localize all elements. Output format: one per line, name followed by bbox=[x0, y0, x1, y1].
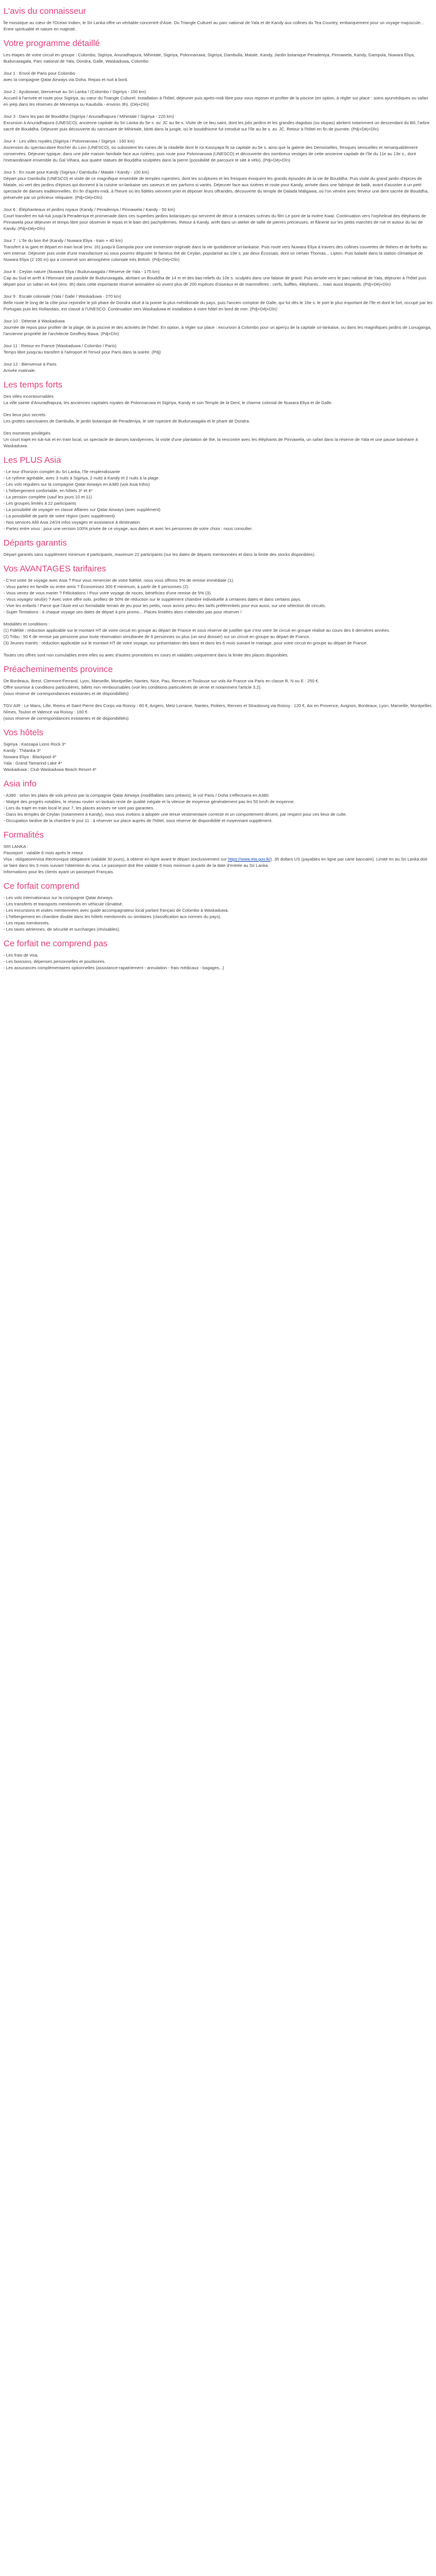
text-line: Ascension du spectaculaire Rocher du Lion (UNESCO), où subsistent les ruines de la citadelle dont le roi Kassyapa fit sa capitale au 5e s. ainsi que la galerie des Demoiselles, fresques sensuelles et remarquablement conservées. Déjeuner typique, dans une jolie maison familiale face aux rizières, puis route pour Polonnaruwa (UNESCO) et découverte des nombreux vestiges de cette ancienne capitale de l'île du 11e au 13e s., dont l'extraordinaire ensemble du Gal Vihara, aux quatre statues de Bouddha sculptées dans la pierre (possibilité de parcourir le site à vélo). (Pdj+Déj+Dîn) bbox=[3, 145, 418, 163]
paragraph bbox=[3, 89, 433, 108]
text-line: Jour 10 : Détente à Waskaduwa bbox=[3, 318, 65, 324]
text-line: Belle route le long de la côte pour rejoindre le joli phare de Dondra situé à la pointe la plus méridionale du pays, puis l'ancien comptoir de Galle, qui fut dès le 16e s. le port le plus important de l'île et dont le fort, occupé par les Portugais puis les Hollandais, est classé à l'UNESCO. Continuation vers Waskaduwa et installation à votre hôtel en bord de mer. (Pdj+Déj+Dîn) bbox=[3, 300, 433, 312]
paragraph bbox=[3, 678, 433, 697]
text-line: Arrivée matinale. bbox=[3, 368, 36, 373]
paragraph bbox=[3, 843, 433, 875]
text-line: (2) Tribu : 50 € de remise par personne pour toute réservation simultanée de 6 personnes ou plus (un seul dossier) sur un circuit en groupe au départ de France. bbox=[3, 634, 311, 639]
text-line: Les grottes-sanctuaires de Dambulla, le jardin botanique de Peradeniya, le site rupestre de Buduruwagala et le phare de Dondra. bbox=[3, 419, 250, 424]
paragraph bbox=[3, 393, 433, 406]
text-line: Nuwara Eliya : Blackpool 4* bbox=[3, 754, 57, 759]
text-line: - Le rythme agréable, avec 3 nuits à Sigiriya, 2 nuits à Kandy et 2 nuits à la plage bbox=[3, 475, 159, 481]
paragraph bbox=[3, 577, 433, 615]
text-line: Informations pour les clients ayant un passeport Français. bbox=[3, 869, 114, 874]
text-line: Départ garantis sans supplément minimum 4 participants, maximum 22 participants (sur les dates de départs mentionnées et dans la limite des stocks disponibles). bbox=[3, 552, 316, 557]
text-line: - Les vols réguliers sur la compagnie Qatar Airways en A380 (voir Asia Infos) bbox=[3, 482, 150, 487]
text-line: - Vive les enfants ! Parce que l'Asie est un formidable terrain de jeu pour les petits, nous avons prévu des tarifs préférentiels pour eux aussi, sur une sélection de circuits. bbox=[3, 603, 326, 608]
text-line: - Nos services Allô Asia 24/24 infos voyages et assistance à destination bbox=[3, 520, 140, 525]
paragraph bbox=[3, 318, 433, 337]
section-formalites bbox=[3, 830, 433, 875]
paragraph bbox=[3, 293, 433, 312]
section-heading: L'avis du connaisseur bbox=[3, 6, 86, 16]
text-line: - L'hébergement en chambre double dans les hôtels mentionnés ou similaires (classification aux normes du pays). bbox=[3, 914, 221, 919]
text-line: - Les repas mentionnés. bbox=[3, 920, 50, 926]
text-line: Jour 9 : Escale coloniale (Yala / Galle / Waskaduwa - 270 km) bbox=[3, 294, 121, 299]
section-heading: Les temps forts bbox=[3, 380, 63, 390]
text-line: - A380 : selon les plans de vols prévus par la compagnie Qatar Airways (modifiables sans préavis), le vol Paris / Doha s'effectuera en A380. bbox=[3, 793, 270, 798]
text-line: Jour 3 : Dans les pas de Bouddha (Sigiriya / Anuradhapura / Mihintale / Sigiriya - 220 km) bbox=[3, 114, 174, 119]
text-line: La ville sainte d'Anuradhapura, les anciennes capitales royales de Polonnaruwa et Sigiriya, Kandy et son Temple de la Dent, le charme colonial de Nuwara Eliya et de Galle. bbox=[3, 400, 333, 405]
text-line: Jour 2 : Ayubowan, bienvenue au Sri Lanka ! (Colombo / Sigiriya - 150 km) bbox=[3, 89, 146, 94]
text-line: - Vous voyagez seul(e) ? Avec votre offre solo, profitez de 50% de réduction sur le supplément chambre individuelle à certaines dates et dans certains pays. bbox=[3, 597, 301, 602]
text-line: Jour 5 : En route pour Kandy (Sigiriya / Dambulla / Matale / Kandy - 100 km) bbox=[3, 170, 150, 175]
text-line: avec la compagnie Qatar Airways via Doha. Repas et nuit à bord. bbox=[3, 77, 128, 82]
paragraph bbox=[3, 469, 433, 532]
text-line: Toutes ces offres sont non cumulables entre elles ou avec d'autres promotions en cours et valables uniquement dans la limite des places disponibles. bbox=[3, 652, 289, 658]
text-line: SRI LANKA : bbox=[3, 844, 28, 849]
paragraph bbox=[3, 169, 433, 201]
text-line: - Occupation tardive de la chambre le jour 11 : à réserver sur place auprès de l'hôtel, sous réserve de disponibilité et moyennant supplément. bbox=[3, 818, 273, 823]
text-line: Temps libre jusqu'au transfert à l'aéroport et l'envol pour Paris dans la soirée. (Pdj) bbox=[3, 350, 161, 355]
section-vos-avantages-tarifaires bbox=[3, 563, 433, 658]
text-line: - Vous venez de vous marier ? Félicitations ! Pour votre voyage de noces, bénéficiez d'une remise de 5% (3). bbox=[3, 590, 212, 596]
paragraph bbox=[3, 952, 433, 971]
text-line: Transfert à la gare et départ en train local (env. 1h) jusqu'à Gampola pour une immersion originale dans la vie quotidienne sri-lankaise. Puis route vers Nuwara Eliya à travers des collines couvertes de théiers et de forêts au vert intense. Déjeuner puis visite d'une manufacture où vous pourrez déguster le fameux thé de Ceylan, popularisé au 19e s. par deux Écossais, dont un certain Thomas... Lipton. Puis balade dans la station climatique de Nuwara Eliya (2 100 m) qui a conservé son atmosphère coloniale très British. (Pdj+Déj+Dîn) bbox=[3, 244, 427, 262]
text-line: Offre soumise à conditions particulières, billets non remboursables (voir les conditions particulières de vente et notamment l'article 3.2). bbox=[3, 685, 262, 690]
text-line: (3) Jeunes mariés : réduction applicable sur le montant HT de votre voyage, sur présentation des bans et dans les 6 mois suivant le mariage, pour votre circuit en groupe au départ de France. bbox=[3, 640, 368, 646]
text-line: - C'est votre 3e voyage avec Asia ? Pour vous remercier de votre fidélité, nous vous offrons 5% de remise immédiate (1). bbox=[3, 578, 235, 583]
paragraph bbox=[3, 412, 433, 424]
section-ce-forfait-ne-comprend-pas bbox=[3, 938, 433, 971]
paragraph bbox=[3, 138, 433, 163]
text-line: (1) Fidélité : réduction applicable sur le montant HT de votre circuit en groupe au départ de France et sous réserve de justifier que c'est votre 3e circuit en groupe réalisé au cours des 6 dernières années. bbox=[3, 628, 391, 633]
text-line: Les étapes de votre circuit en groupe : Colombo, Sigiriya, Anuradhapura, Mihintale, Sigiriya, Polonnaruwa, Sigiriya, Dambulla, Matale, Kandy, Jardin botanique Peradeniya, Pinnawela, Kandy, Gampola, Nuwara Eliya, Buduruwagala, Parc national de Yala, Dondra, Galle, Waskaduwa, Colombo bbox=[3, 52, 415, 64]
section-vos-hotels bbox=[3, 727, 433, 773]
paragraph bbox=[3, 652, 433, 658]
paragraph bbox=[3, 792, 433, 824]
text-line: Jour 12 : Bienvenue à Paris bbox=[3, 362, 57, 367]
text-line: Un court trajet en tuk-tuk et en train local, un spectacle de danses kandyennes, la visite d'une plantation de thé, la rencontre avec les éléphants de Pinnawela, un safari dans la réserve de Yala et une pause balnéaire à Waskaduwa. bbox=[3, 437, 418, 448]
text-line: - La possibilité de voyager en classe Affaires sur Qatar Airways (avec supplément) bbox=[3, 507, 160, 512]
text-line: - La pension complète (sauf les jours 10 et 11) bbox=[3, 494, 92, 500]
text-line: Départ pour Dambulla (UNESCO) et visite de ce magnifique ensemble de temples rupestres, dont les sculptures et les fresques évoquent les grands épisodes de la vie de Bouddha. Puis visite du grand jardin d'épices de Matale, où vert des jardins d'épices qui donnent à la cuisine sri-lankaise ses saveurs et ses parfums si variés. Déjeuner face aux rizières et route pour Kandy, arrivée dans une fabrique de batik, avant d'assister à un petit spectacle de danses traditionnelles. En fin d'après-midi, à l'heure où les fidèles viennent prier et déposer leurs offrandes, découverte du temple de Dalada Maligawa, où l'on vénère avec ferveur une dent sacrée de Bouddha, préservée par un précieux reliquaire. (Pdj+Déj+Dîn) bbox=[3, 176, 429, 200]
text-line: - Dans les temples de Ceylan (notamment à Kandy), nous vous invitons à adopter une tenue vestimentaire correcte et un comportement décent, par respect pour ces lieux de culte. bbox=[3, 812, 347, 817]
text-line: Excursion à Anuradhapura (UNESCO), ancienne capitale du Sri Lanka du 5e s. av. JC au 9e s. Visite de ce lieu saint, dont les jolis jardins et les grandes dagobas (ou stupas) abritent notamment un descendant du Bô, l'arbre sacré de Bouddha. Déjeuner puis découverte du sanctuaire de Mihintale, blotti dans la jungle, où le bouddhisme fut introduit sur l'île au 3e s. av. JC. Retour à l'hôtel en fin de journée. (Pdj+Déj+Dîn) bbox=[3, 120, 430, 132]
paragraph bbox=[3, 20, 433, 32]
section-votre-programme-detaille bbox=[3, 38, 433, 374]
text-line: Sigiriya : Kassapa Lions Rock 3* bbox=[3, 742, 66, 747]
text-line: Court transfert en tuk-tuk jusqu'à Peradeniya et promenade dans ces superbes jardins botaniques qui servirent de décor à certaines scènes du film Le pont de la rivière Kwaï. Continuation vers l'orphelinat des éléphants de Pinnawela pour déjeuner et temps libre pour observer le repas et le bain des pachydermes. Retour à Kandy, arrêt dans un atelier de taille de pierres précieuses, et flânerie sur les petits marchés de rue et autour du lac de Kandy. (Pdj+Déj+Dîn) bbox=[3, 213, 426, 231]
text-line: Accueil à l'arrivée et route pour Sigiriya, au cœur du Triangle Culturel. Installation à l'hôtel, déjeuner puis après-midi libre pour vous reposer et profiter de la piscine (en option, à régler sur place : soins ayurvédiques ou safari en jeep dans les réserves de Minneriya ou Kaudulla - environ 3h). (Déj+Dîn) bbox=[3, 95, 429, 107]
text-line: - Les boissons, dépenses personnelles et pourboires. bbox=[3, 959, 106, 964]
text-line: Jour 1 : Envol de Paris pour Colombo bbox=[3, 71, 75, 76]
section-heading: Vos AVANTAGES tarifaires bbox=[3, 564, 106, 574]
text-line: TGV AIR : Le Mans, Lille, Reims et Saint Pierre des Corps via Roissy : 80 €, Angers, Metz Lorraine, Nantes, Poitiers, Rennes et Strasbourg via Roissy : 120 €, Aix en Provence, Avignon, Bordeaux, Lyon, Marseille, Montpellier, Nîmes, Toulon et Valence via Roissy : 160 €. bbox=[3, 703, 433, 715]
section-heading: Préacheminements province bbox=[3, 665, 113, 674]
text-line: Des lieux plus secrets bbox=[3, 412, 45, 417]
paragraph bbox=[3, 268, 433, 287]
text-line: Passeport : valable 6 mois après le retour. bbox=[3, 850, 85, 855]
text-line: Yala : Grand Tamarind Lake 4* bbox=[3, 761, 62, 766]
text-line: - Les taxes aériennes, de sécurité et surcharges (révisables). bbox=[3, 927, 121, 932]
paragraph bbox=[3, 741, 433, 773]
section-heading: Asia info bbox=[3, 779, 37, 789]
text-line: Île mosaïque au cœur de l'Océan Indien, le Sri Lanka offre un véritable concentré d'Asie. Du Triangle Culturel au parc national de Yala et de Kandy aux collines du Tea Country, embarquement pour un voyage majuscule... Entre spiritualité et nature en majesté. bbox=[3, 20, 424, 32]
section-heading: Vos hôtels bbox=[3, 728, 44, 738]
text-line: - Malgré des progrès notables, le réseau routier sri-lankais reste de qualité inégale et la vitesse de moyenne généralement pas les 50 km/h de moyenne. bbox=[3, 799, 295, 804]
paragraph bbox=[3, 621, 433, 646]
text-line: - Super Tentations : à chaque voyage ses dates de départ à prix promo... Places limitées alors n'attendez pas pour réserver ! bbox=[3, 609, 242, 615]
text-line: - Le tour d'horizon complet du Sri Lanka, l'île resplendissante bbox=[3, 469, 120, 474]
section-les-temps-forts bbox=[3, 379, 433, 449]
section-ce-forfait-comprend bbox=[3, 881, 433, 932]
document-page bbox=[0, 0, 436, 971]
section-heading: Ce forfait ne comprend pas bbox=[3, 939, 108, 949]
text-line: Waskaduwa : Club Waskaduwa Beach Resort 4* bbox=[3, 767, 97, 772]
text-line: (sous réserve de correspondances existantes et de disponibilités) bbox=[3, 691, 129, 696]
text-line: Jour 11 : Retour en France (Waskaduwa / Colombo / Paris) bbox=[3, 343, 117, 348]
paragraph bbox=[3, 343, 433, 355]
paragraph bbox=[3, 551, 433, 558]
text-line: Journée de repos pour profiter de la plage, de la piscine et des activités de l'hôtel. En option, à régler sur place : excursion à Colombo pour un aperçu de la capitale sri-lankaise, ou dans les magnifiques jardins de Lunuganga, l'ancienne propriété de l'architecte Geoffrey Bawa. (Pdj+Dîn) bbox=[3, 325, 431, 336]
text-line: Visa : obligatoire/visa électronique obligatoire (valable 30 jours), à obtenir en ligne avant le départ (exclusivement sur https://www.eta.gov.lk/). 35 dollars US (payables en ligne par carte bancaire). Limité en au Sri Lanka doit se faire dans les 3 mois suivant l'obtention du visa. Le passeport doit être valable 6 mois minimum à partir de la date d'entrée au Sri Lanka. bbox=[3, 857, 427, 868]
paragraph bbox=[3, 361, 433, 374]
section-l-avis-du-connaisseur bbox=[3, 6, 433, 32]
text-line: Des moments privilégiés bbox=[3, 431, 51, 436]
paragraph bbox=[3, 237, 433, 263]
section-les-plus-asia bbox=[3, 455, 433, 532]
text-line: - Les vols internationaux sur la compagnie Qatar Airways. bbox=[3, 895, 114, 900]
paragraph bbox=[3, 206, 433, 232]
text-line: - Les assurances complémentaires optionnelles (assistance-rapatriement - annulation - frais médicaux - bagages...) bbox=[3, 965, 224, 970]
text-line: - L'hébergement confortable, en hôtels 3* et 4* bbox=[3, 488, 93, 493]
text-line: - Vous partez en famille ou entre amis ? Économisez 300 € minimum, à partir de 6 personnes (2). bbox=[3, 584, 190, 589]
section-departs-garantis bbox=[3, 538, 433, 558]
text-line: - Les excursions et visites mentionnées avec guide accompagnateur local parlant français de Colombo à Waskaduwa. bbox=[3, 908, 229, 913]
paragraph bbox=[3, 895, 433, 932]
text-line: Jour 4 : Les villes royales (Sigiriya / Polonnaruwa / Sigiriya - 160 km) bbox=[3, 139, 135, 144]
section-asia-info bbox=[3, 778, 433, 824]
text-line: Jour 8 : Ceylan nature (Nuwara Eliya / Buduruwagala / Réserve de Yala - 175 km) bbox=[3, 269, 160, 274]
text-line: De Bordeaux, Brest, Clermont-Ferrand, Lyon, Marseille, Montpellier, Nantes, Nice, Pau, Rennes et Toulouse sur vols Air France via Paris en classe R, N ou E : 250 €. bbox=[3, 678, 320, 684]
text-line: - La possibilité de partir de votre région (avec supplément) bbox=[3, 513, 115, 519]
external-link[interactable]: https://www.eta.gov.lk/ bbox=[228, 857, 271, 862]
paragraph bbox=[3, 430, 433, 449]
text-line: Jour 6 : Éléphanteaux et jardins royaux (Kandy / Peradeniya / Pinnawela / Kandy - 50 km) bbox=[3, 207, 175, 212]
text-line: - Partez entre vous : pour une version 100% privée de ce voyage, aux dates et avec les personnes de votre choix : nous consulter. bbox=[3, 526, 253, 531]
section-heading: Formalités bbox=[3, 830, 44, 840]
paragraph bbox=[3, 702, 433, 721]
section-heading: Votre programme détaillé bbox=[3, 39, 100, 48]
text-line: Kandy : Thilanka 3* bbox=[3, 748, 41, 753]
text-line: - Les frais de visa. bbox=[3, 953, 39, 958]
text-line: - Les transferts et transports mentionnés en véhicule climatisé. bbox=[3, 901, 124, 907]
text-line: Cap au Sud et arrêt à l'étonnant site paisible de Buduruwagala, abritant un Bouddha de 14 m et des bas-reliefs du 10e s. sculptés dans une falaise de granit. Puis arrivée vers le parc national de Yala, déjeuner à l'hôtel puis départ pour un safari en 4x4 (env. 3h) dans cette importante réserve animalière où vivent plus de 200 espèces d'oiseaux et de mammifères : cerfs, buffles, éléphants... mais aussi léopards. (Pdj+Déj+Dîn) bbox=[3, 275, 427, 287]
section-preacheminements-province bbox=[3, 664, 433, 721]
section-heading: Ce forfait comprend bbox=[3, 881, 79, 891]
section-heading: Départs garantis bbox=[3, 538, 67, 548]
text-line: Modalités et conditions : bbox=[3, 621, 50, 627]
text-line: - Les groupes limités à 22 participants bbox=[3, 501, 77, 506]
text-line: Jour 7 : L'île du bon thé (Kandy / Nuwara Eliya - train + 40 km) bbox=[3, 238, 123, 243]
text-line: - Lors du trajet en train local le jour 7, les places assises ne sont pas garanties. bbox=[3, 805, 155, 811]
paragraph bbox=[3, 52, 433, 64]
paragraph bbox=[3, 70, 433, 83]
paragraph bbox=[3, 113, 433, 132]
text-line: (sous réserve de correspondances existantes et de disponibilités) bbox=[3, 716, 129, 721]
section-heading: Les PLUS Asia bbox=[3, 455, 62, 465]
text-line: Des villes incontournables bbox=[3, 394, 54, 399]
